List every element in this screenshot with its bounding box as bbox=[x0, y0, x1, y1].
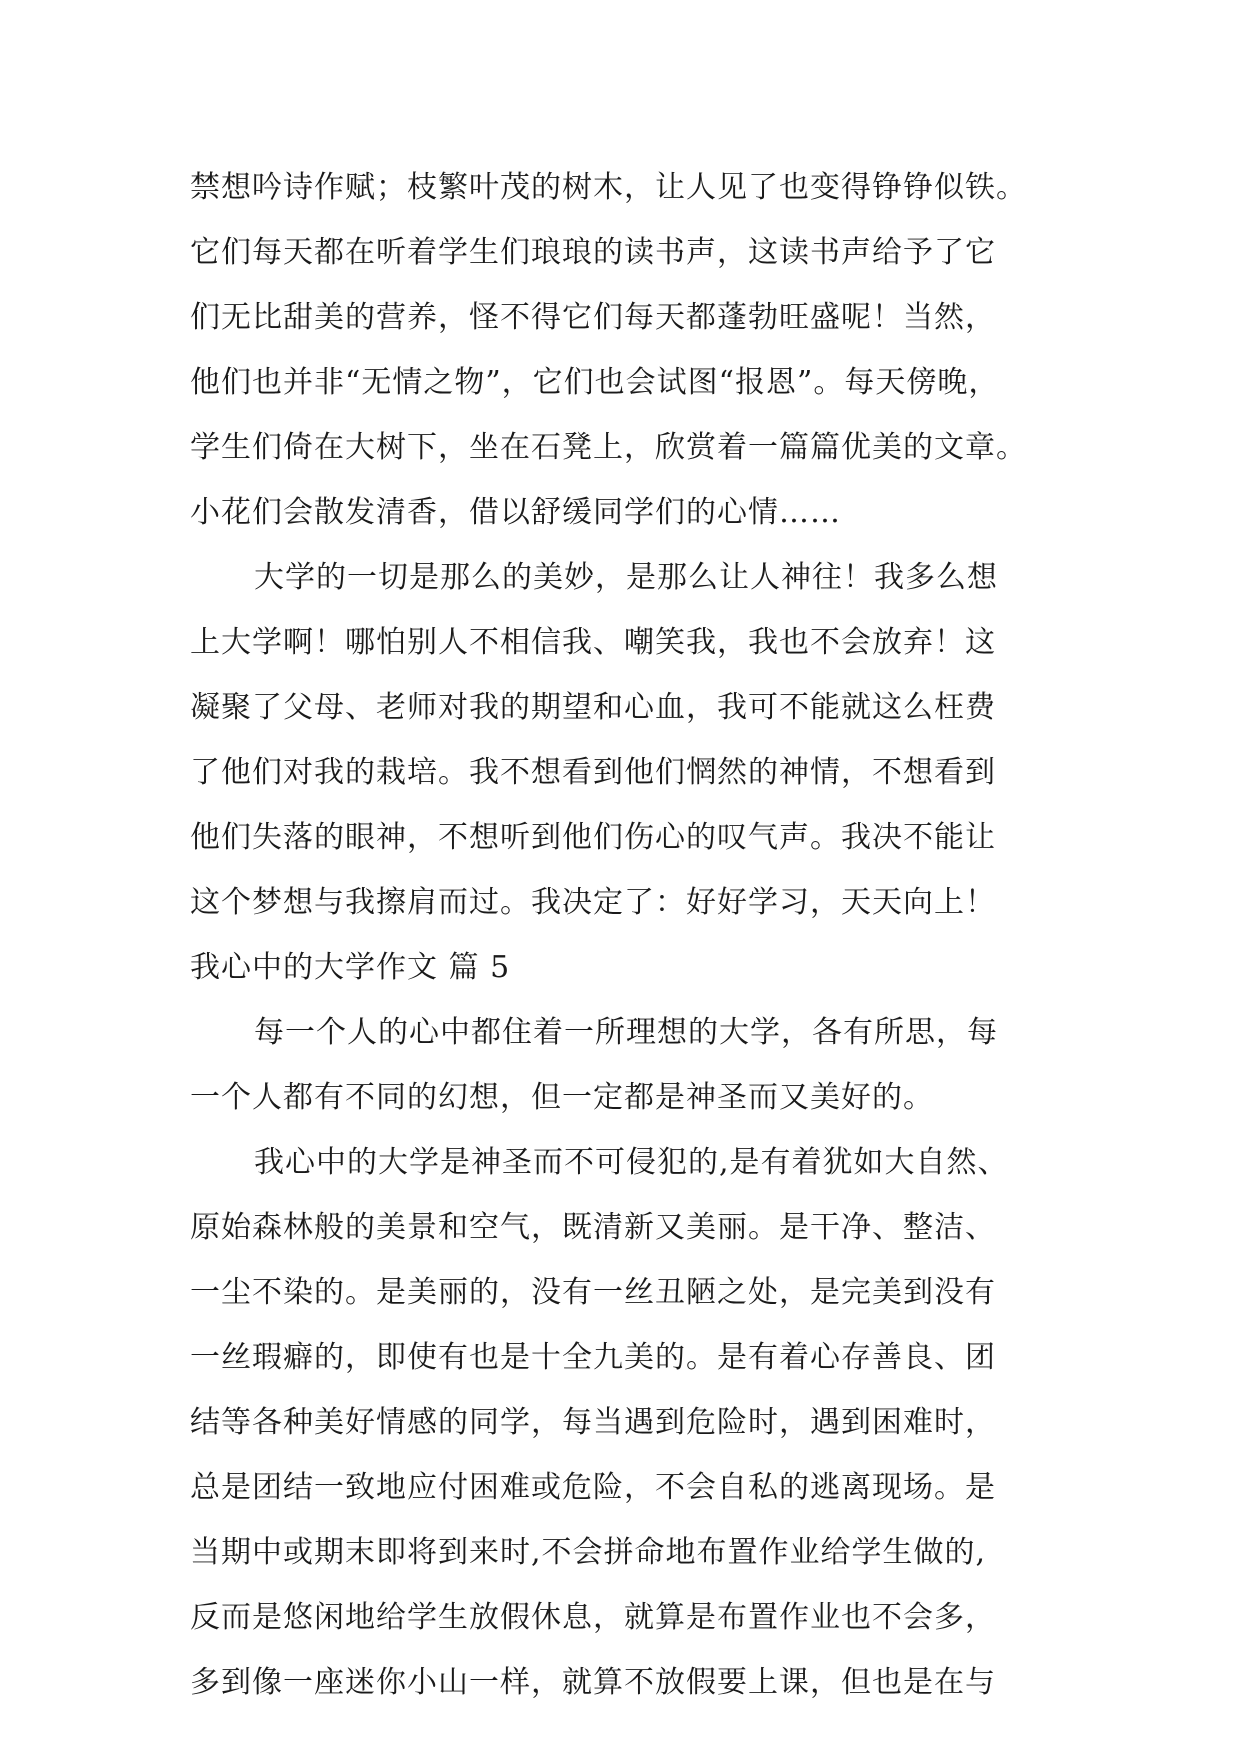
text-line: 它们每天都在听着学生们琅琅的读书声，这读书声给予了它 bbox=[190, 235, 996, 270]
text-line: 一个人都有不同的幻想，但一定都是神圣而又美好的。 bbox=[190, 1080, 934, 1115]
text-line: 一丝瑕癖的，即使有也是十全九美的。是有着心存善良、团 bbox=[190, 1340, 996, 1375]
text-line: 结等各种美好情感的同学，每当遇到危险时，遇到困难时， bbox=[190, 1405, 996, 1440]
text-line: 小花们会散发清香，借以舒缓同学们的心情…… bbox=[190, 495, 841, 530]
essay-body bbox=[190, 155, 1060, 1715]
text-line: 禁想吟诗作赋；枝繁叶茂的树木，让人见了也变得铮铮似铁。 bbox=[190, 170, 1027, 205]
text-line: 总是团结一致地应付困难或危险，不会自私的逃离现场。是 bbox=[190, 1470, 996, 1505]
text-line: 原始森林般的美景和空气，既清新又美丽。是干净、整洁、 bbox=[190, 1210, 996, 1245]
text-line: 反而是悠闲地给学生放假休息，就算是布置作业也不会多， bbox=[190, 1600, 996, 1635]
text-line: 们无比甜美的营养，怪不得它们每天都蓬勃旺盛呢！当然， bbox=[190, 300, 996, 335]
text-line: 每一个人的心中都住着一所理想的大学，各有所思，每 bbox=[254, 1015, 998, 1050]
section-heading: 我心中的大学作文 篇 5 bbox=[190, 950, 511, 985]
text-line: 学生们倚在大树下，坐在石凳上，欣赏着一篇篇优美的文章。 bbox=[190, 430, 1027, 465]
text-line: 了他们对我的栽培。我不想看到他们惘然的神情，不想看到 bbox=[190, 755, 996, 790]
text-line: 一尘不染的。是美丽的，没有一丝丑陋之处，是完美到没有 bbox=[190, 1275, 996, 1310]
text-line: 这个梦想与我擦肩而过。我决定了：好好学习，天天向上！ bbox=[190, 885, 996, 920]
text-line: 我心中的大学是神圣而不可侵犯的,是有着犹如大自然、 bbox=[254, 1145, 1009, 1180]
text-line: 他们也并非“无情之物”，它们也会试图“报恩”。每天傍晚， bbox=[190, 365, 1000, 400]
text-line: 凝聚了父母、老师对我的期望和心血，我可不能就这么枉费 bbox=[190, 690, 996, 725]
text-line: 他们失落的眼神，不想听到他们伤心的叹气声。我决不能让 bbox=[190, 820, 996, 855]
text-line: 上大学啊！哪怕别人不相信我、嘲笑我，我也不会放弃！这 bbox=[190, 625, 996, 660]
text-line: 大学的一切是那么的美妙，是那么让人神往！我多么想 bbox=[254, 560, 998, 595]
text-line: 多到像一座迷你小山一样，就算不放假要上课，但也是在与 bbox=[190, 1665, 996, 1700]
text-line: 当期中或期末即将到来时,不会拼命地布置作业给学生做的, bbox=[190, 1535, 987, 1570]
